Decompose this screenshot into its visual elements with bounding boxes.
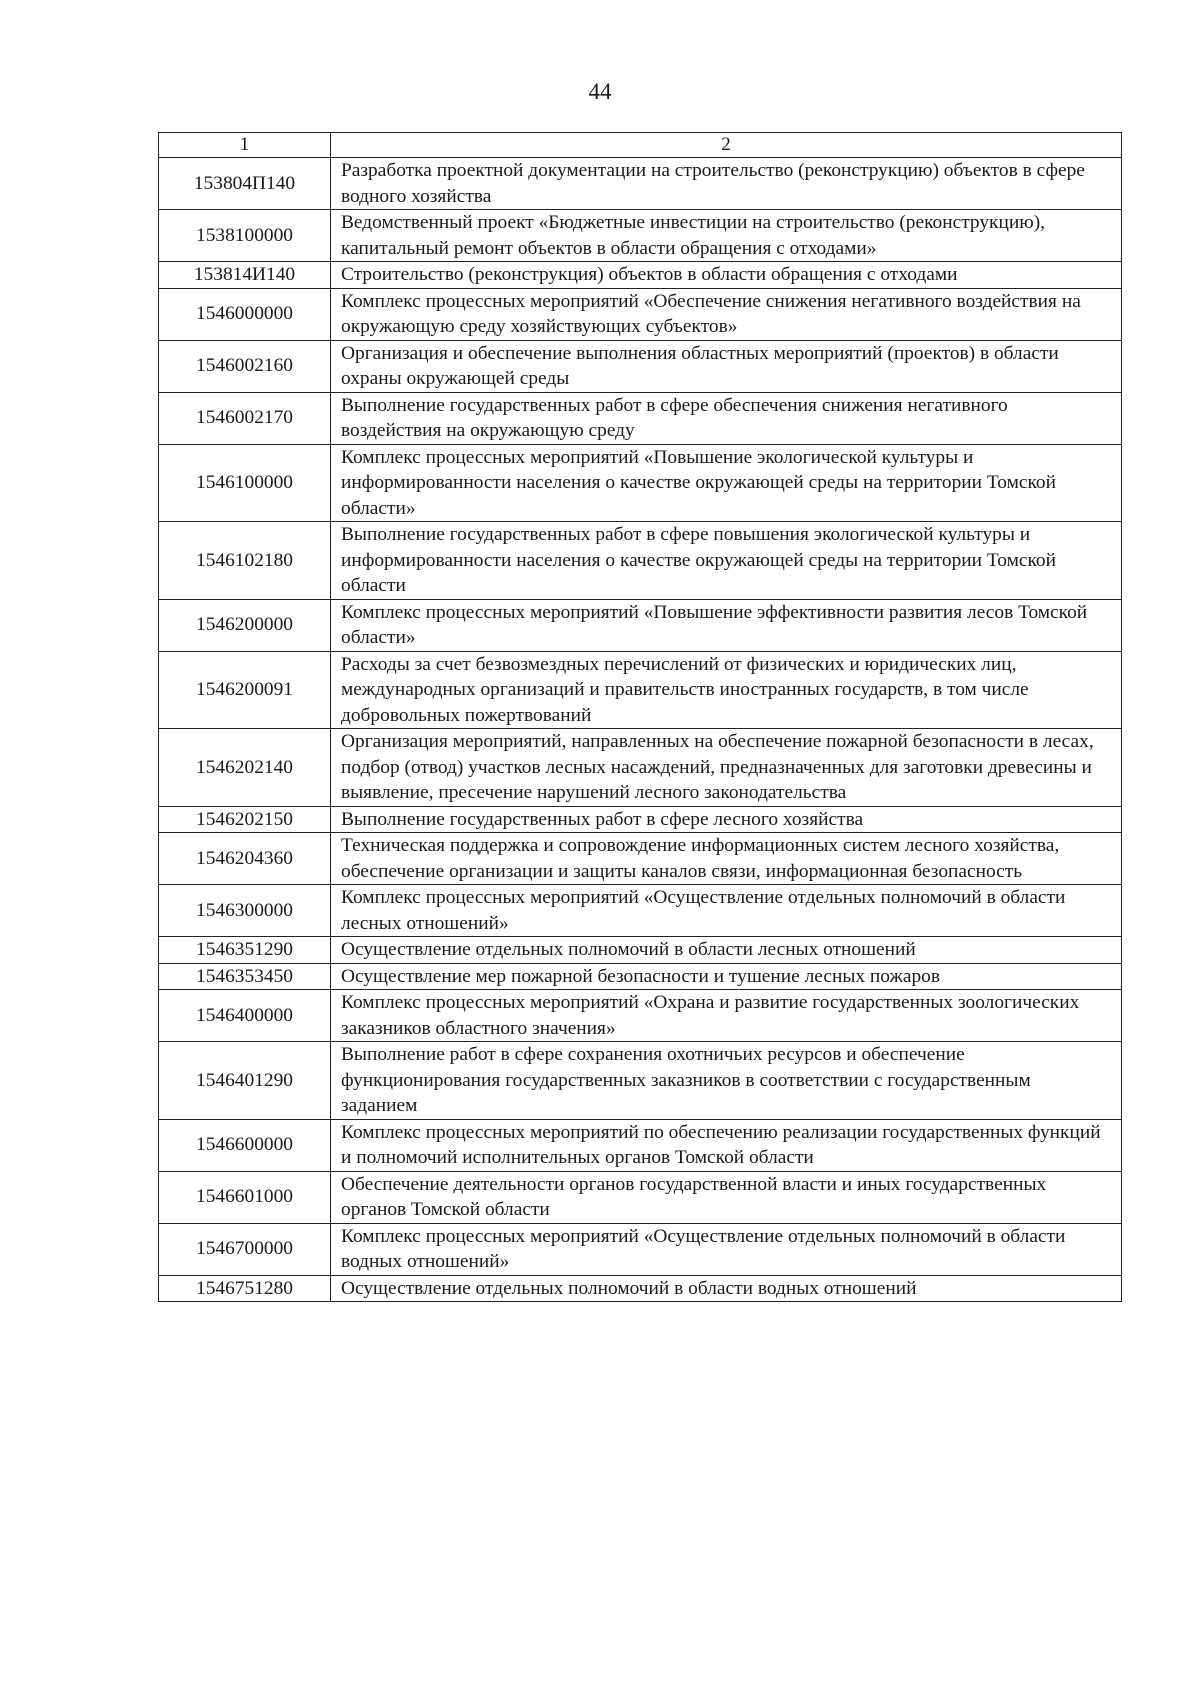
- row-code: 1546400000: [159, 990, 331, 1042]
- row-code: 1546102180: [159, 522, 331, 600]
- row-description: Комплекс процессных мероприятий «Повышение эффективности развития лесов Томской области»: [331, 599, 1122, 651]
- row-description: Выполнение государственных работ в сфере лесного хозяйства: [331, 806, 1122, 833]
- row-code: 1538100000: [159, 210, 331, 262]
- row-code: 1546202150: [159, 806, 331, 833]
- table-row: [159, 1275, 1122, 1302]
- row-description: Комплекс процессных мероприятий по обеспечению реализации государственных функций и полномочий исполнительных органов Томской области: [331, 1119, 1122, 1171]
- row-description: Организация и обеспечение выполнения областных мероприятий (проектов) в области охраны окружающей среды: [331, 340, 1122, 392]
- column-header-code: 1: [159, 133, 331, 158]
- column-header-description: 2: [331, 133, 1122, 158]
- row-description: Выполнение государственных работ в сфере обеспечения снижения негативного воздействия на окружающую среду: [331, 392, 1122, 444]
- row-description: Ведомственный проект «Бюджетные инвестиции на строительство (реконструкцию), капитальный ремонт объектов в области обращения с отходами»: [331, 210, 1122, 262]
- row-code: 1546002160: [159, 340, 331, 392]
- table-row: [159, 262, 1122, 289]
- table-row: [159, 729, 1122, 807]
- table-row: [159, 990, 1122, 1042]
- row-description: Разработка проектной документации на строительство (реконструкцию) объектов в сфере водного хозяйства: [331, 158, 1122, 210]
- row-code: 1546100000: [159, 444, 331, 522]
- row-description: Осуществление отдельных полномочий в области лесных отношений: [331, 937, 1122, 964]
- row-code: 1546002170: [159, 392, 331, 444]
- table-row: [159, 340, 1122, 392]
- row-description: Обеспечение деятельности органов государственной власти и иных государственных органов Томской области: [331, 1171, 1122, 1223]
- row-code: 1546600000: [159, 1119, 331, 1171]
- row-description: Расходы за счет безвозмездных перечислений от физических и юридических лиц, международных организаций и правительств иностранных государств, в том числе добровольных пожертвований: [331, 651, 1122, 729]
- row-code: 1546401290: [159, 1042, 331, 1120]
- budget-code-table: [158, 132, 1122, 1302]
- row-description: Комплекс процессных мероприятий «Осуществление отдельных полномочий в области лесных отношений»: [331, 885, 1122, 937]
- table-row: [159, 937, 1122, 964]
- row-code: 1546200000: [159, 599, 331, 651]
- table-row: [159, 651, 1122, 729]
- row-description: Техническая поддержка и сопровождение информационных систем лесного хозяйства, обеспечение организации и защиты каналов связи, информационная безопасность: [331, 833, 1122, 885]
- row-description: Комплекс процессных мероприятий «Обеспечение снижения негативного воздействия на окружающую среду хозяйствующих субъектов»: [331, 288, 1122, 340]
- row-code: 1546700000: [159, 1223, 331, 1275]
- row-description: Осуществление отдельных полномочий в области водных отношений: [331, 1275, 1122, 1302]
- row-code: 1546300000: [159, 885, 331, 937]
- row-code: 1546351290: [159, 937, 331, 964]
- row-description: Организация мероприятий, направленных на обеспечение пожарной безопасности в лесах, подбор (отвод) участков лесных насаждений, предназначенных для заготовки древесины и выявление, пресечение нарушений лесного законодательства: [331, 729, 1122, 807]
- table-row: [159, 158, 1122, 210]
- row-code: 1546353450: [159, 963, 331, 990]
- row-description: Комплекс процессных мероприятий «Охрана и развитие государственных зоологических заказников областного значения»: [331, 990, 1122, 1042]
- table-row: [159, 392, 1122, 444]
- page-number: 44: [588, 79, 612, 104]
- table-row: [159, 288, 1122, 340]
- row-description: Осуществление мер пожарной безопасности и тушение лесных пожаров: [331, 963, 1122, 990]
- table-row: [159, 963, 1122, 990]
- row-code: 1546601000: [159, 1171, 331, 1223]
- row-code: 1546000000: [159, 288, 331, 340]
- row-description: Выполнение государственных работ в сфере повышения экологической культуры и информированности населения о качестве окружающей среды на территории Томской области: [331, 522, 1122, 600]
- row-description: Выполнение работ в сфере сохранения охотничьих ресурсов и обеспечение функционирования государственных заказников в соответствии с государственным заданием: [331, 1042, 1122, 1120]
- row-code: 153814И140: [159, 262, 331, 289]
- table-row: [159, 833, 1122, 885]
- row-code: 1546204360: [159, 833, 331, 885]
- row-description: Строительство (реконструкция) объектов в области обращения с отходами: [331, 262, 1122, 289]
- table-row: [159, 1223, 1122, 1275]
- table-row: [159, 1042, 1122, 1120]
- row-code: 1546202140: [159, 729, 331, 807]
- row-code: 153804П140: [159, 158, 331, 210]
- table-row: [159, 885, 1122, 937]
- table-row: [159, 599, 1122, 651]
- table-row: [159, 1119, 1122, 1171]
- table-row: [159, 210, 1122, 262]
- table-row: [159, 522, 1122, 600]
- row-description: Комплекс процессных мероприятий «Повышение экологической культуры и информированности населения о качестве окружающей среды на территории Томской области»: [331, 444, 1122, 522]
- row-description: Комплекс процессных мероприятий «Осуществление отдельных полномочий в области водных отношений»: [331, 1223, 1122, 1275]
- row-code: 1546751280: [159, 1275, 331, 1302]
- table-row: [159, 444, 1122, 522]
- table-row: [159, 1171, 1122, 1223]
- table-row: [159, 806, 1122, 833]
- row-code: 1546200091: [159, 651, 331, 729]
- table-header-row: [159, 133, 1122, 158]
